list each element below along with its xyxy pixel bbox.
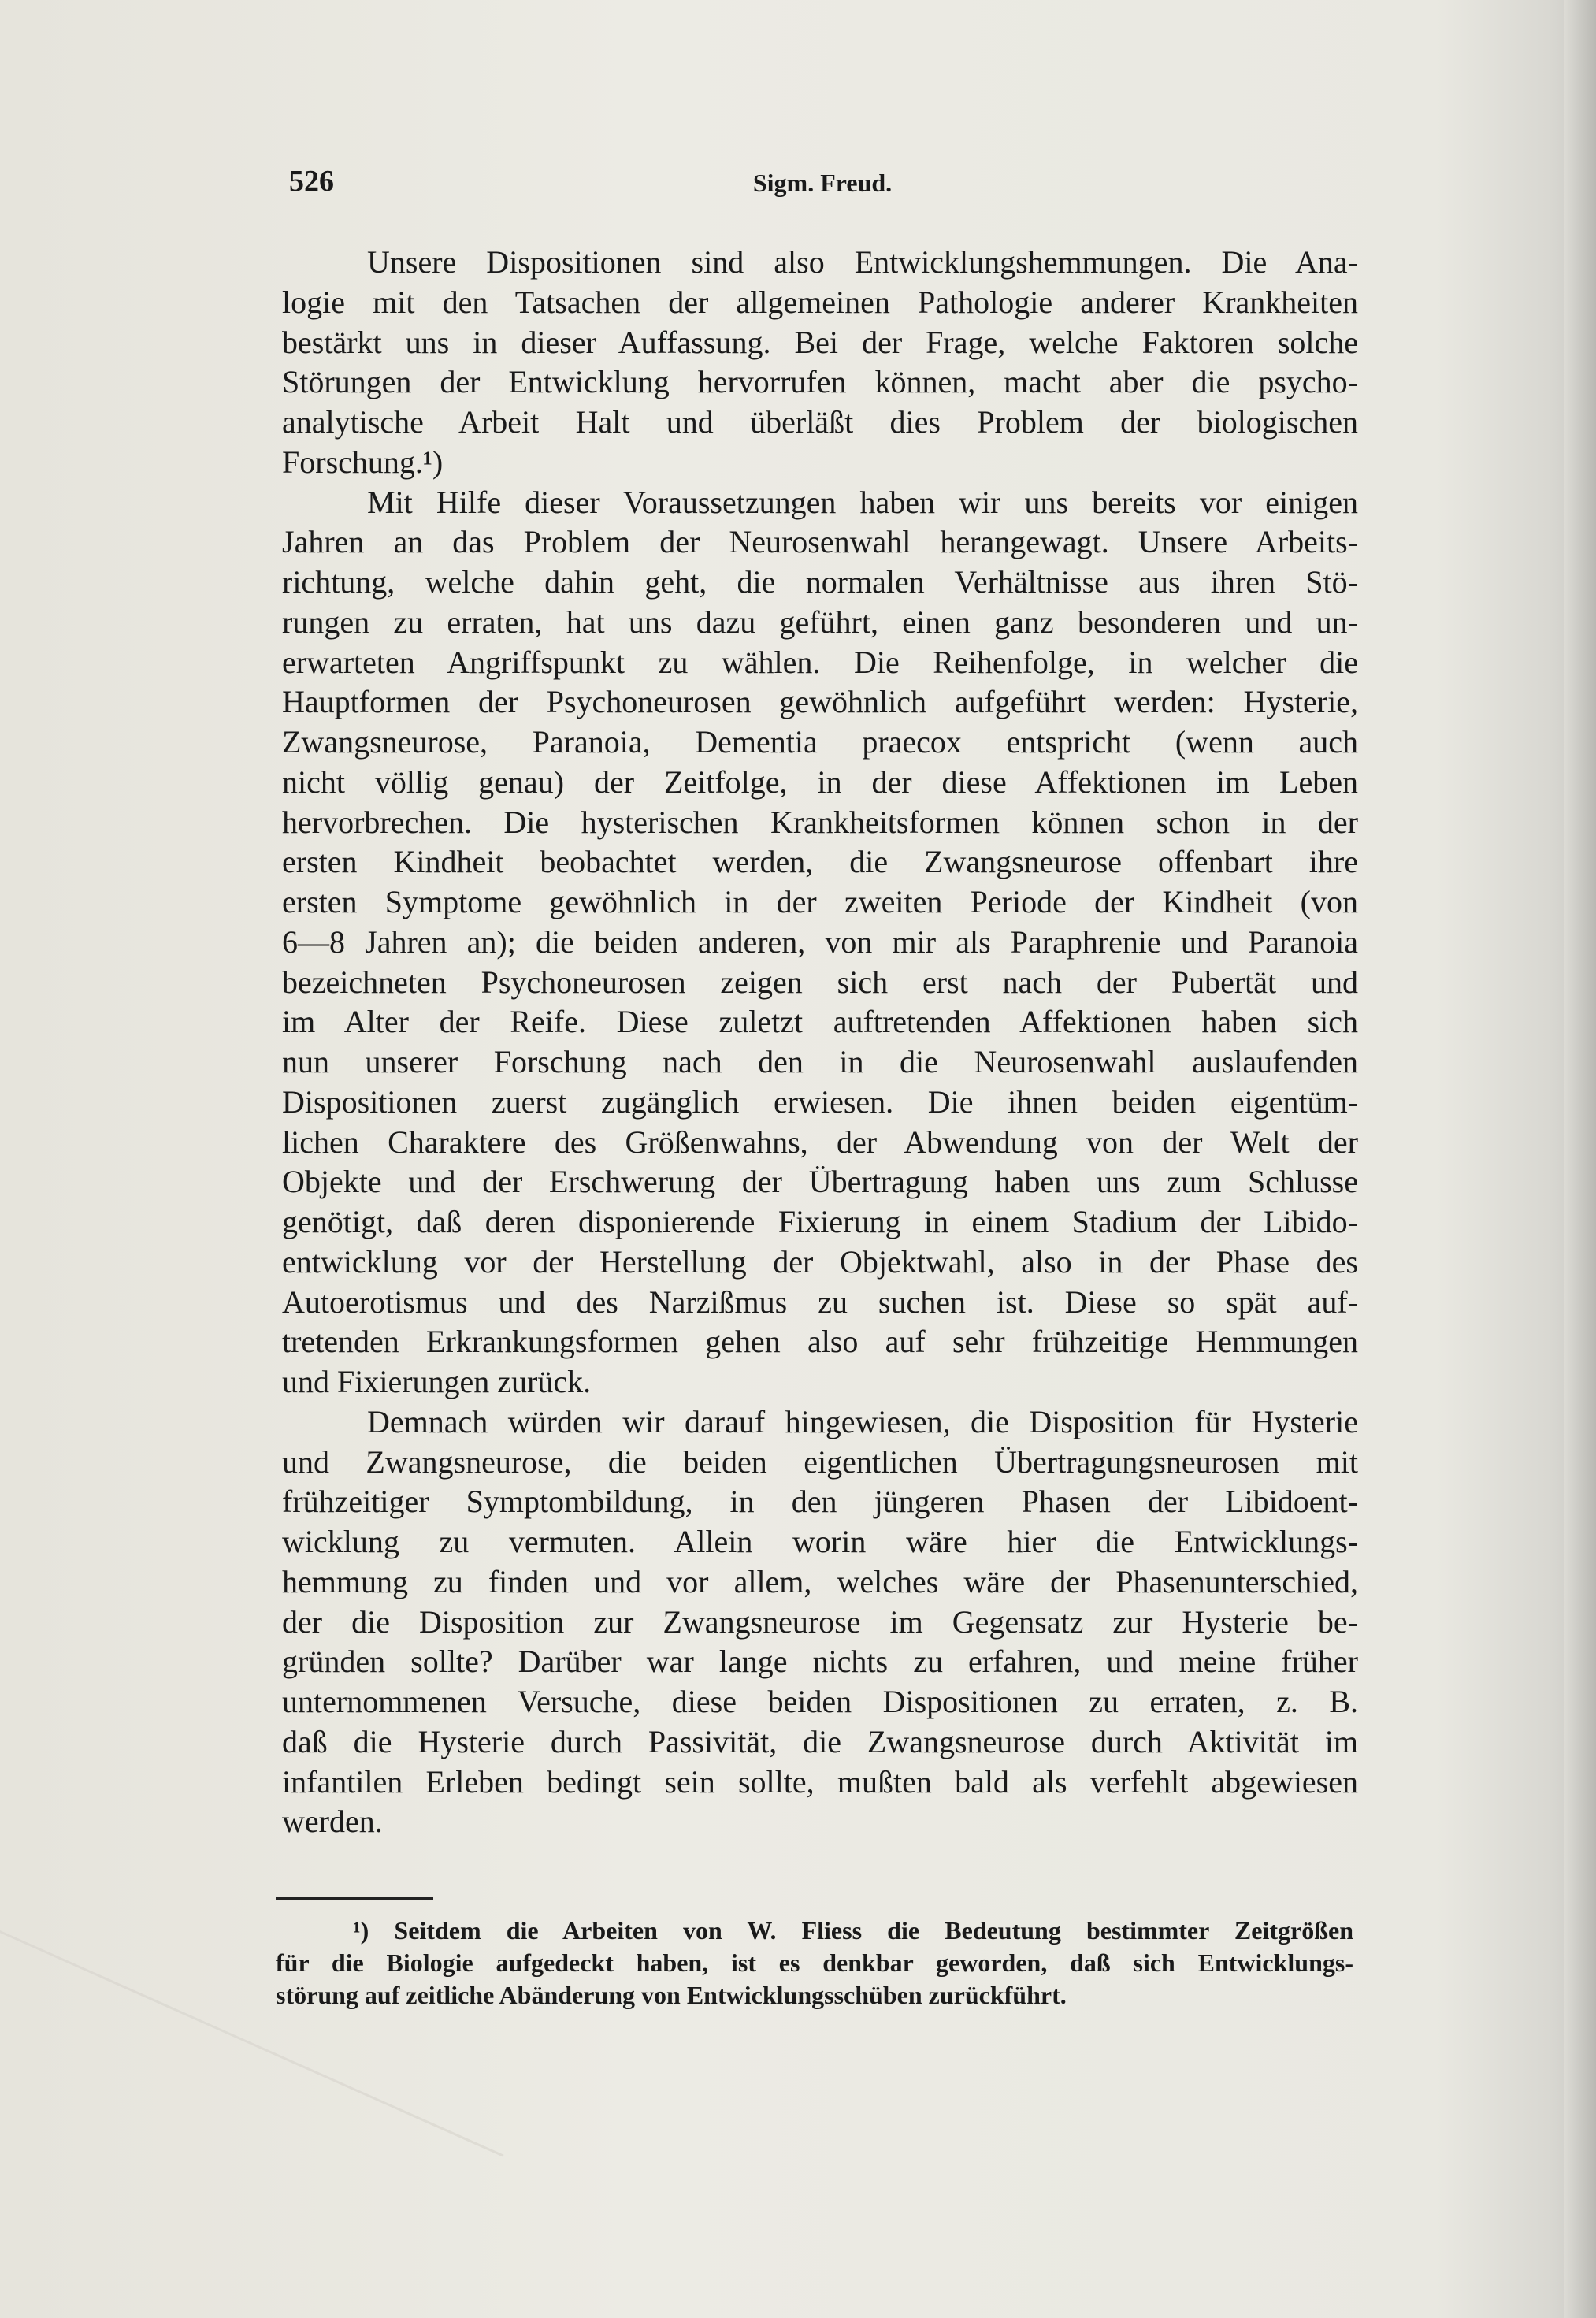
paragraph-3-line: wicklung zu vermuten. Allein worin wäre hier die Entwicklungs- (282, 1524, 1358, 1559)
paragraph-2-line: hervorbrechen. Die hysterischen Krankheitsformen können schon in der (282, 804, 1358, 840)
paragraph-2-line: und Fixierungen zurück. (282, 1364, 592, 1399)
paragraph-1-line: Störungen der Entwicklung hervorrufen können, macht aber die psycho- (282, 364, 1358, 400)
paragraph-1-line: Unsere Dispositionen sind also Entwicklungshemmungen. Die Ana- (367, 244, 1358, 280)
paragraph-3-line: Demnach würden wir darauf hingewiesen, die Disposition für Hysterie (367, 1403, 1358, 1439)
paragraph-1-line: Forschung.¹) (282, 444, 444, 480)
running-head: Sigm. Freud. (752, 169, 893, 197)
body-text (282, 243, 1358, 1842)
page-header (285, 164, 1360, 203)
page-number: 526 (289, 165, 334, 198)
paragraph-2-line: Jahren an das Problem der Neurosenwahl herangewagt. Unsere Arbeits- (282, 524, 1358, 560)
paragraph-2-line: rungen zu erraten, hat uns dazu geführt, einen ganz besonderen und un- (282, 604, 1358, 640)
footnote-rule (276, 1897, 433, 1900)
paragraph-2-line: ersten Kindheit beobachtet werden, die Zwangsneurose offenbart ihre (282, 844, 1358, 880)
paragraph-2-line: ersten Symptome gewöhnlich in der zweiten Periode der Kindheit (von (282, 884, 1358, 919)
paragraph-3-line: frühzeitiger Symptombildung, in den jüngeren Phasen der Libidoent- (282, 1484, 1358, 1520)
paragraph-2-line: Objekte und der Erschwerung der Übertragung haben uns zum Schlusse (282, 1164, 1358, 1200)
paragraph-2-line: nicht völlig genau) der Zeitfolge, in der diese Affektionen im Leben (282, 763, 1358, 800)
paragraph-1-line: logie mit den Tatsachen der allgemeinen Pathologie anderer Krankheiten (282, 284, 1358, 320)
paragraph-2-line: Mit Hilfe dieser Voraussetzungen haben wir uns bereits vor einigen (367, 484, 1358, 520)
paragraph-3-line: hemmung zu finden und vor allem, welches wäre der Phasenunterschied, (282, 1563, 1358, 1599)
paragraph-2-line: tretenden Erkrankungsformen gehen also auf sehr frühzeitige Hemmungen (282, 1324, 1358, 1360)
paragraph-2-line: Zwangsneurose, Paranoia, Dementia praecox entspricht (wenn auch (282, 724, 1358, 760)
paragraph-2-line: Hauptformen der Psychoneurosen gewöhnlich aufgeführt werden: Hysterie, (282, 684, 1358, 720)
footnote-line: störung auf zeitliche Abänderung von Entwicklungsschüben zurückführt. (276, 1981, 1067, 2009)
paragraph-3-line: daß die Hysterie durch Passivität, die Zwangsneurose durch Aktivität im (282, 1723, 1358, 1759)
paragraph-2-line: Dispositionen zuerst zugänglich erwiesen. Die ihnen beiden eigentüm- (282, 1083, 1358, 1120)
paragraph-2-line: bezeichneten Psychoneurosen zeigen sich erst nach der Pubertät und (282, 964, 1358, 1000)
paragraph-3-line: werden. (282, 1804, 383, 1840)
paragraph-3-line: der die Disposition zur Zwangsneurose im Gegensatz zur Hysterie be- (282, 1603, 1358, 1640)
paragraph-2-line: entwicklung vor der Herstellung der Objektwahl, also in der Phase des (282, 1243, 1358, 1280)
paragraph-1-line: analytische Arbeit Halt und überläßt dies Problem der biologischen (282, 404, 1358, 440)
paragraph-1-line: bestärkt uns in dieser Auffassung. Bei der Frage, welche Faktoren solche (282, 324, 1358, 360)
paragraph-3-line: infantilen Erleben bedingt sein sollte, mußten bald als verfehlt abgewiesen (282, 1763, 1358, 1800)
paragraph-3-line: gründen sollte? Darüber war lange nichts zu erfahren, und meine früher (282, 1644, 1358, 1680)
footnote-line: für die Biologie aufgedeckt haben, ist es denkbar geworden, daß sich Entwicklungs- (276, 1948, 1353, 1977)
paragraph-2-line: Autoerotismus und des Narzißmus zu suchen ist. Diese so spät auf- (282, 1283, 1358, 1320)
footnote-line: ¹) Seitdem die Arbeiten von W. Fliess die Bedeutung bestimmter Zeitgrößen (353, 1916, 1353, 1945)
paragraph-3-line: unternommenen Versuche, diese beiden Dispositionen zu erraten, z. B. (282, 1684, 1358, 1719)
paragraph-2-line: erwarteten Angriffspunkt zu wählen. Die Reihenfolge, in welcher die (282, 644, 1358, 680)
paragraph-3-line: und Zwangsneurose, die beiden eigentlichen Übertragungsneurosen mit (282, 1443, 1358, 1480)
footnote (276, 1915, 1353, 2012)
paragraph-2-line: genötigt, daß deren disponierende Fixierung in einem Stadium der Libido- (282, 1204, 1358, 1239)
paragraph-2-line: richtung, welche dahin geht, die normalen Verhältnisse aus ihren Stö- (282, 564, 1358, 600)
paragraph-2-line: nun unserer Forschung nach den in die Neurosenwahl auslaufenden (282, 1044, 1358, 1079)
paragraph-2-line: 6—8 Jahren an); die beiden anderen, von mir als Paraphrenie und Paranoia (282, 923, 1358, 960)
page-edge-shadow (1564, 0, 1596, 2318)
paragraph-2-line: im Alter der Reife. Diese zuletzt auftretenden Affektionen haben sich (282, 1004, 1358, 1040)
paragraph-2-line: lichen Charaktere des Größenwahns, der Abwendung von der Welt der (282, 1124, 1358, 1160)
